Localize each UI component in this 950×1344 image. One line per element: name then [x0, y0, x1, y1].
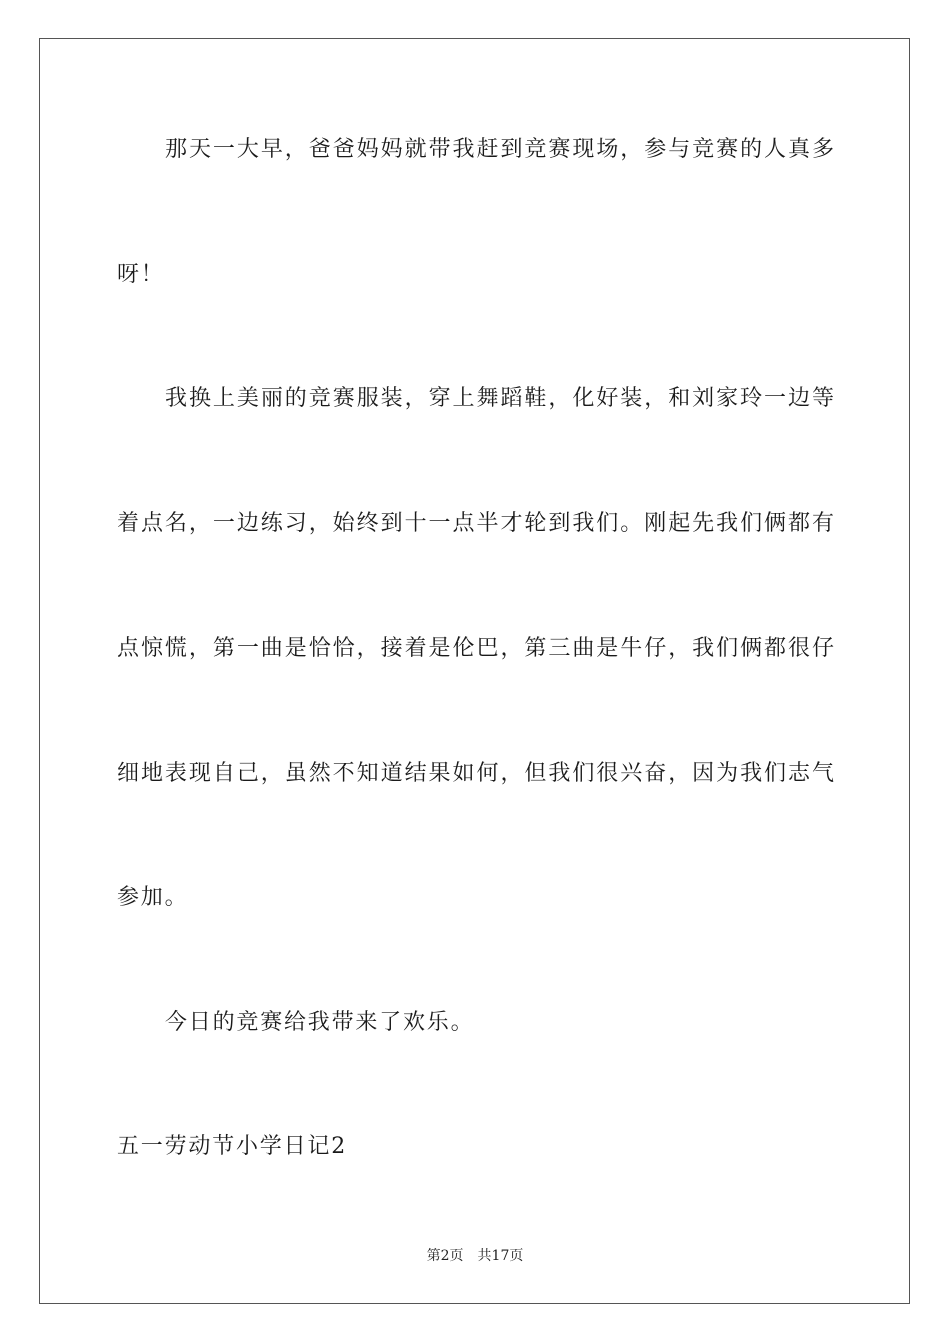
paragraph-1-line-2: 呀！ — [117, 262, 165, 287]
paragraph-2-line-2: 着点名，一边练习，始终到十一点半才轮到我们。刚起先我们俩都有 — [117, 511, 834, 536]
paragraph-1-line-1: 那天一大早，爸爸妈妈就带我赶到竞赛现场，参与竞赛的人真多 — [165, 137, 834, 162]
paragraph-2-line-1: 我换上美丽的竞赛服装，穿上舞蹈鞋，化好装，和刘家玲一边等 — [165, 386, 834, 411]
page-footer — [0, 1247, 950, 1265]
paragraph-2-line-5: 参加。 — [117, 885, 189, 910]
section-heading: 五一劳动节小学日记2 — [117, 1134, 347, 1159]
paragraph-2-line-3: 点惊慌，第一曲是恰恰，接着是伦巴，第三曲是牛仔，我们俩都很仔 — [117, 636, 834, 661]
page-total: 共17页 — [477, 1248, 524, 1264]
page-number: 第2页 — [426, 1248, 464, 1264]
page-frame — [39, 38, 910, 1304]
paragraph-3-line-1: 今日的竞赛给我带来了欢乐。 — [165, 1010, 475, 1035]
paragraph-2-line-4: 细地表现自己，虽然不知道结果如何，但我们很兴奋，因为我们志气 — [117, 761, 834, 786]
